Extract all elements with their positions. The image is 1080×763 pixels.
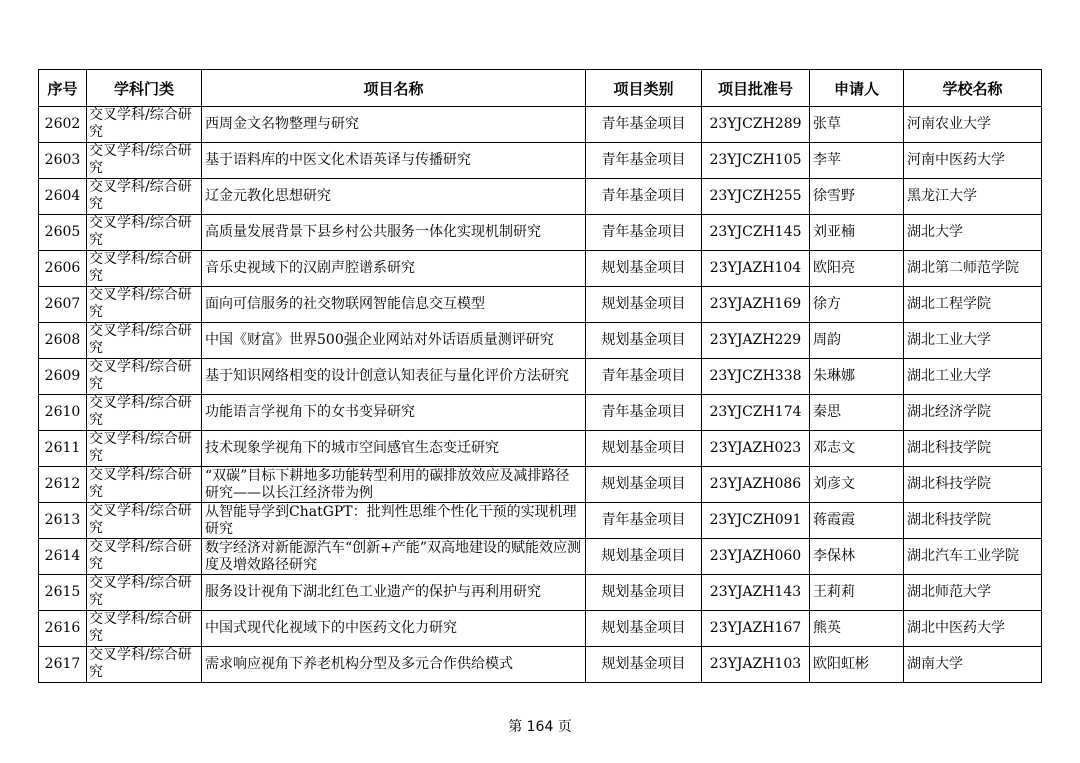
cell-applicant: 王莉莉 — [810, 575, 904, 611]
cell-type: 青年基金项目 — [586, 359, 702, 395]
cell-code: 23YJAZH086 — [702, 467, 810, 503]
cell-code: 23YJAZH060 — [702, 539, 810, 575]
category-text: 交叉学科/综合研究 — [89, 539, 192, 572]
cell-name: 服务设计视角下湖北红色工业遗产的保护与再利用研究 — [202, 575, 586, 611]
header-school: 学校名称 — [904, 70, 1042, 107]
cell-name: 技术现象学视角下的城市空间感官生态变迁研究 — [202, 431, 586, 467]
cell-category — [87, 143, 202, 179]
header-type: 项目类别 — [586, 70, 702, 107]
table-row — [39, 611, 1042, 647]
cell-code: 23YJAZH229 — [702, 323, 810, 359]
table-row — [39, 395, 1042, 431]
cell-category — [87, 539, 202, 575]
cell-code: 23YJCZH338 — [702, 359, 810, 395]
header-category: 学科门类 — [87, 70, 202, 107]
cell-applicant: 徐雪野 — [810, 179, 904, 215]
table-row — [39, 431, 1042, 467]
cell-applicant: 李保林 — [810, 539, 904, 575]
cell-school: 湖北工程学院 — [904, 287, 1042, 323]
cell-name: 中国《财富》世界500强企业网站对外话语质量测评研究 — [202, 323, 586, 359]
header-applicant: 申请人 — [810, 70, 904, 107]
cell-category — [87, 395, 202, 431]
cell-category — [87, 287, 202, 323]
cell-category — [87, 647, 202, 683]
category-text: 交叉学科/综合研究 — [89, 431, 192, 464]
cell-school: 河南农业大学 — [904, 107, 1042, 143]
cell-category — [87, 107, 202, 143]
cell-name: 从智能导学到ChatGPT：批判性思维个性化干预的实现机理研究 — [202, 503, 586, 539]
header-name: 项目名称 — [202, 70, 586, 107]
category-text: 交叉学科/综合研究 — [89, 467, 192, 500]
cell-type: 青年基金项目 — [586, 179, 702, 215]
cell-no: 2606 — [39, 251, 87, 287]
cell-name: 面向可信服务的社交物联网智能信息交互模型 — [202, 287, 586, 323]
cell-no: 2612 — [39, 467, 87, 503]
cell-school: 河南中医药大学 — [904, 143, 1042, 179]
table-row — [39, 215, 1042, 251]
cell-name: 基于知识网络相变的设计创意认知表征与量化评价方法研究 — [202, 359, 586, 395]
cell-no: 2610 — [39, 395, 87, 431]
cell-category — [87, 431, 202, 467]
cell-type: 规划基金项目 — [586, 467, 702, 503]
cell-name: 需求响应视角下养老机构分型及多元合作供给模式 — [202, 647, 586, 683]
cell-type: 青年基金项目 — [586, 215, 702, 251]
cell-name: 西周金文名物整理与研究 — [202, 107, 586, 143]
cell-type: 规划基金项目 — [586, 323, 702, 359]
category-text: 交叉学科/综合研究 — [89, 107, 192, 140]
cell-applicant: 欧阳亮 — [810, 251, 904, 287]
cell-type: 规划基金项目 — [586, 431, 702, 467]
cell-category — [87, 467, 202, 503]
cell-school: 湖北工业大学 — [904, 359, 1042, 395]
cell-code: 23YJCZH255 — [702, 179, 810, 215]
table-row — [39, 179, 1042, 215]
cell-school: 湖北师范大学 — [904, 575, 1042, 611]
cell-name: 辽金元教化思想研究 — [202, 179, 586, 215]
cell-school: 湖北汽车工业学院 — [904, 539, 1042, 575]
table-row — [39, 323, 1042, 359]
category-text: 交叉学科/综合研究 — [89, 611, 192, 644]
category-text: 交叉学科/综合研究 — [89, 323, 192, 356]
cell-no: 2607 — [39, 287, 87, 323]
table-header-row — [39, 70, 1042, 107]
category-text: 交叉学科/综合研究 — [89, 179, 192, 212]
cell-no: 2611 — [39, 431, 87, 467]
cell-category — [87, 611, 202, 647]
cell-applicant: 蒋霞霞 — [810, 503, 904, 539]
header-no: 序号 — [39, 70, 87, 107]
category-text: 交叉学科/综合研究 — [89, 647, 192, 680]
cell-code: 23YJAZH143 — [702, 575, 810, 611]
table-row — [39, 359, 1042, 395]
cell-applicant: 熊英 — [810, 611, 904, 647]
cell-applicant: 欧阳虹彬 — [810, 647, 904, 683]
cell-no: 2602 — [39, 107, 87, 143]
cell-name: 音乐史视域下的汉剧声腔谱系研究 — [202, 251, 586, 287]
cell-school: 湖北经济学院 — [904, 395, 1042, 431]
cell-code: 23YJAZH103 — [702, 647, 810, 683]
cell-code: 23YJAZH023 — [702, 431, 810, 467]
category-text: 交叉学科/综合研究 — [89, 287, 192, 320]
table-row — [39, 503, 1042, 539]
table-row — [39, 575, 1042, 611]
cell-type: 规划基金项目 — [586, 647, 702, 683]
category-text: 交叉学科/综合研究 — [89, 251, 192, 284]
cell-no: 2603 — [39, 143, 87, 179]
cell-applicant: 邓志文 — [810, 431, 904, 467]
cell-type: 规划基金项目 — [586, 287, 702, 323]
cell-type: 青年基金项目 — [586, 395, 702, 431]
cell-school: 湖北科技学院 — [904, 431, 1042, 467]
cell-no: 2613 — [39, 503, 87, 539]
cell-name: 基于语料库的中医文化术语英译与传播研究 — [202, 143, 586, 179]
cell-name: “双碳”目标下耕地多功能转型利用的碳排放效应及减排路径研究——以长江经济带为例 — [202, 467, 586, 503]
cell-applicant: 李苹 — [810, 143, 904, 179]
cell-code: 23YJAZH104 — [702, 251, 810, 287]
cell-school: 湖北科技学院 — [904, 467, 1042, 503]
category-text: 交叉学科/综合研究 — [89, 575, 192, 608]
cell-school: 湖北大学 — [904, 215, 1042, 251]
cell-name: 高质量发展背景下县乡村公共服务一体化实现机制研究 — [202, 215, 586, 251]
cell-school: 湖北中医药大学 — [904, 611, 1042, 647]
cell-applicant: 秦思 — [810, 395, 904, 431]
category-text: 交叉学科/综合研究 — [89, 395, 192, 428]
cell-code: 23YJCZH145 — [702, 215, 810, 251]
cell-type: 青年基金项目 — [586, 143, 702, 179]
category-text: 交叉学科/综合研究 — [89, 503, 192, 536]
cell-no: 2609 — [39, 359, 87, 395]
cell-school: 湖北工业大学 — [904, 323, 1042, 359]
cell-category — [87, 251, 202, 287]
table-row — [39, 647, 1042, 683]
cell-applicant: 张草 — [810, 107, 904, 143]
table-row — [39, 287, 1042, 323]
cell-applicant: 朱琳娜 — [810, 359, 904, 395]
cell-school: 黑龙江大学 — [904, 179, 1042, 215]
category-text: 交叉学科/综合研究 — [89, 143, 192, 176]
cell-type: 青年基金项目 — [586, 107, 702, 143]
project-table — [38, 69, 1042, 683]
cell-no: 2608 — [39, 323, 87, 359]
cell-type: 规划基金项目 — [586, 539, 702, 575]
cell-no: 2614 — [39, 539, 87, 575]
cell-category — [87, 575, 202, 611]
cell-category — [87, 359, 202, 395]
cell-code: 23YJAZH167 — [702, 611, 810, 647]
category-text: 交叉学科/综合研究 — [89, 215, 192, 248]
cell-name: 中国式现代化视域下的中医药文化力研究 — [202, 611, 586, 647]
cell-category — [87, 179, 202, 215]
page-number: 第 164 页 — [508, 719, 572, 735]
table-row — [39, 107, 1042, 143]
cell-type: 青年基金项目 — [586, 503, 702, 539]
category-text: 交叉学科/综合研究 — [89, 359, 192, 392]
cell-type: 规划基金项目 — [586, 611, 702, 647]
cell-applicant: 徐方 — [810, 287, 904, 323]
cell-no: 2617 — [39, 647, 87, 683]
cell-category — [87, 215, 202, 251]
cell-school: 湖南大学 — [904, 647, 1042, 683]
cell-name: 功能语言学视角下的女书变异研究 — [202, 395, 586, 431]
cell-no: 2616 — [39, 611, 87, 647]
cell-code: 23YJAZH169 — [702, 287, 810, 323]
cell-type: 规划基金项目 — [586, 251, 702, 287]
table-row — [39, 143, 1042, 179]
cell-school: 湖北科技学院 — [904, 503, 1042, 539]
cell-type: 规划基金项目 — [586, 575, 702, 611]
cell-no: 2615 — [39, 575, 87, 611]
table-row — [39, 251, 1042, 287]
cell-school: 湖北第二师范学院 — [904, 251, 1042, 287]
cell-no: 2604 — [39, 179, 87, 215]
cell-code: 23YJCZH174 — [702, 395, 810, 431]
cell-code: 23YJCZH091 — [702, 503, 810, 539]
header-code: 项目批准号 — [702, 70, 810, 107]
cell-applicant: 刘亚楠 — [810, 215, 904, 251]
cell-no: 2605 — [39, 215, 87, 251]
cell-code: 23YJCZH105 — [702, 143, 810, 179]
table-row — [39, 539, 1042, 575]
cell-category — [87, 323, 202, 359]
cell-applicant: 刘彦文 — [810, 467, 904, 503]
cell-category — [87, 503, 202, 539]
cell-name: 数字经济对新能源汽车“创新+产能”双高地建设的赋能效应测度及增效路径研究 — [202, 539, 586, 575]
table-row — [39, 467, 1042, 503]
cell-applicant: 周韵 — [810, 323, 904, 359]
cell-code: 23YJCZH289 — [702, 107, 810, 143]
